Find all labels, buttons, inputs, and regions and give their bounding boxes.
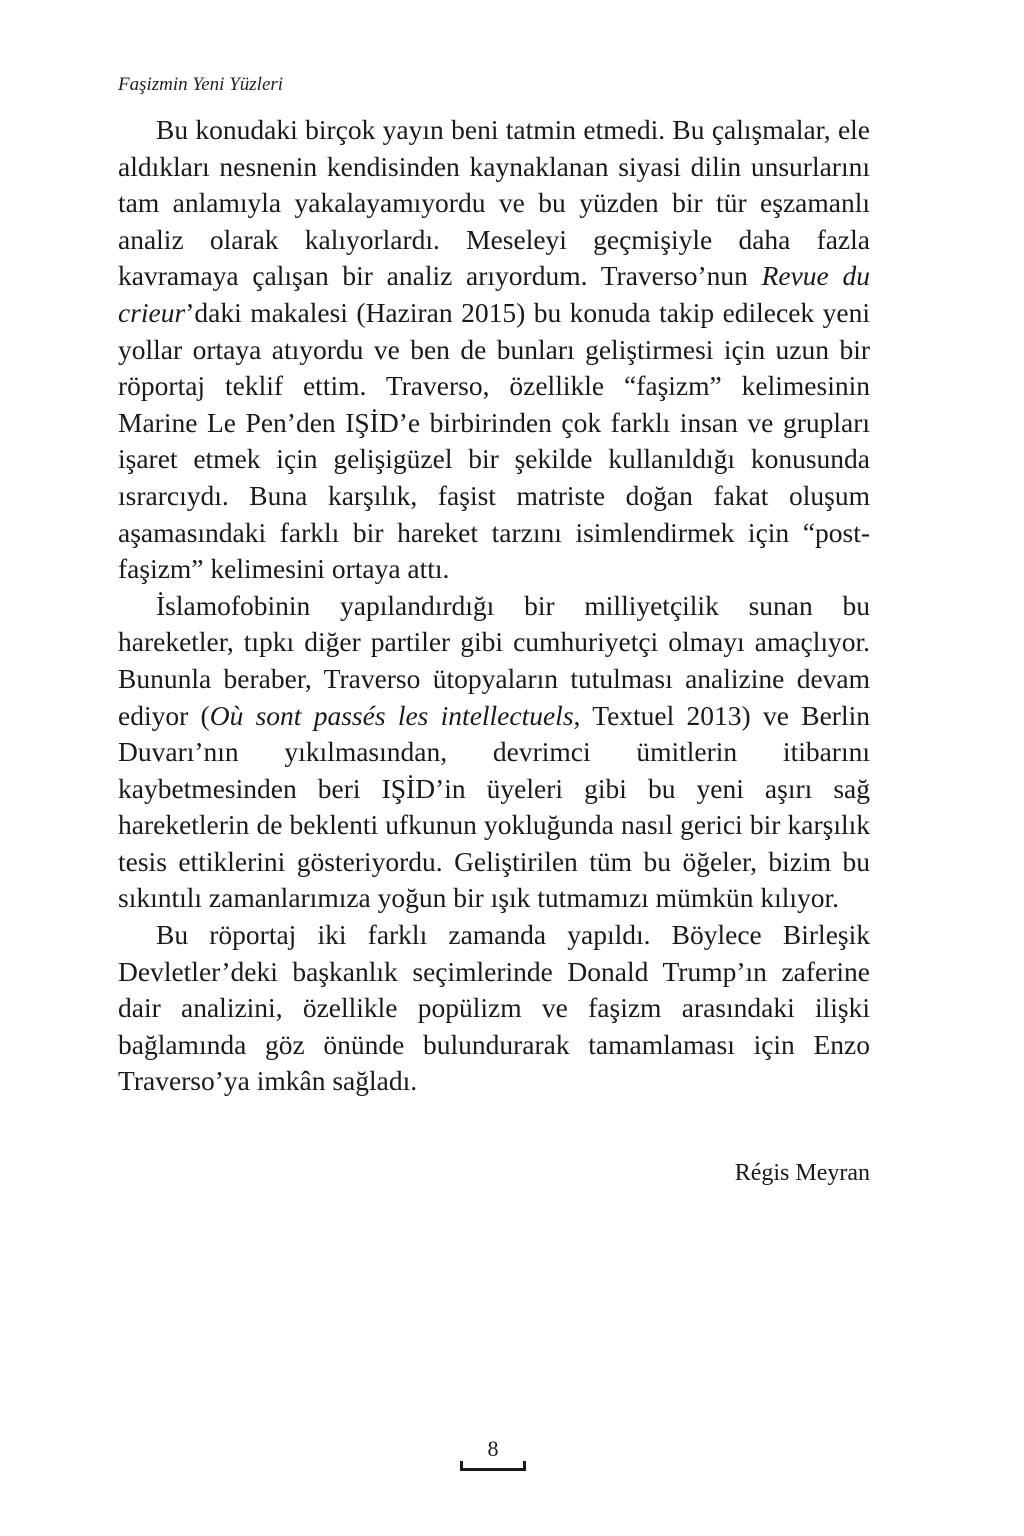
paragraph-1 <box>118 112 870 588</box>
body-text <box>118 112 870 1100</box>
page-number-rule <box>460 1468 526 1471</box>
paragraph-1-text-a: Bu konudaki birçok yayın beni tatmin etmedi. Bu çalışmalar, ele aldıkları nesnenin kendisinden kaynaklanan siyasi dilin unsurlarını tam anlamıyla yakalayamıyordu ve bu yüzden bir tür eşzamanlı analiz olarak kalıyorlardı. Meseleyi geçmişiyle daha fazla kavramaya çalışan bir analiz arıyordum. Traverso’nun <box>118 114 870 292</box>
running-head: Faşizmin Yeni Yüzleri <box>118 74 284 95</box>
page-footer <box>460 1436 526 1476</box>
paragraph-2 <box>118 588 870 917</box>
paragraph-3: Bu röportaj iki farklı zamanda yapıldı. Böylece Birleşik Devletler’deki başkanlık seçimlerinde Donald Trump’ın zaferine dair analizini, özellikle popülizm ve faşizm arasındaki ilişki bağlamında göz önünde bulundurarak tamamlaması için Enzo Traverso’ya imkân sağladı. <box>118 919 870 1097</box>
paragraph-2-italic-title: Où sont passés les intellectuels <box>209 699 574 731</box>
paragraph-2-text-a: İslamofobinin yapılandırdığı bir milliyetçilik sunan bu hareketler, tıpkı diğer partiler gibi cumhuriyetçi olmayı amaçlıyor. Bununla beraber, Traverso ütopyaların tutulması analizine devam ediyor ( <box>118 589 870 731</box>
paragraph-1-italic-title: Revue du crieur <box>118 260 870 328</box>
author-signature: Régis Meyran <box>734 1160 870 1186</box>
page-number: 8 <box>487 1436 499 1461</box>
paragraph-1-text-b: ’daki makalesi (Haziran 2015) bu konuda takip edilecek yeni yollar ortaya atıyordu ve ben de bunları geliştirmesi için uzun bir röportaj teklif ettim. Traverso, özellikle “faşizm” kelimesinin Marine Le Pen’den IŞİD’e birbirinden çok farklı insan ve grupları işaret etmek için gelişigüzel bir şekilde kullanıldığı konusunda ısrarcıydı. Buna karşılık, faşist matriste doğan fakat oluşum aşamasındaki farklı bir hareket tarzını isimlendirmek için “post-faşizm” kelimesini ortaya attı. <box>118 296 870 585</box>
paragraph-2-text-b: , Textuel 2013) ve Berlin Duvarı’nın yıkılmasından, devrimci ümitlerin itibarını kaybetmesinden beri IŞİD’in üyeleri gibi bu yeni aşırı sağ hareketlerin de beklenti ufkunun yokluğunda nasıl gerici bir karşılık tesis ettiklerini gösteriyordu. Geliştirilen tüm bu öğeler, bizim bu sıkıntılı zamanlarımıza yoğun bir ışık tutmamızı mümkün kılıyor. <box>118 699 870 914</box>
